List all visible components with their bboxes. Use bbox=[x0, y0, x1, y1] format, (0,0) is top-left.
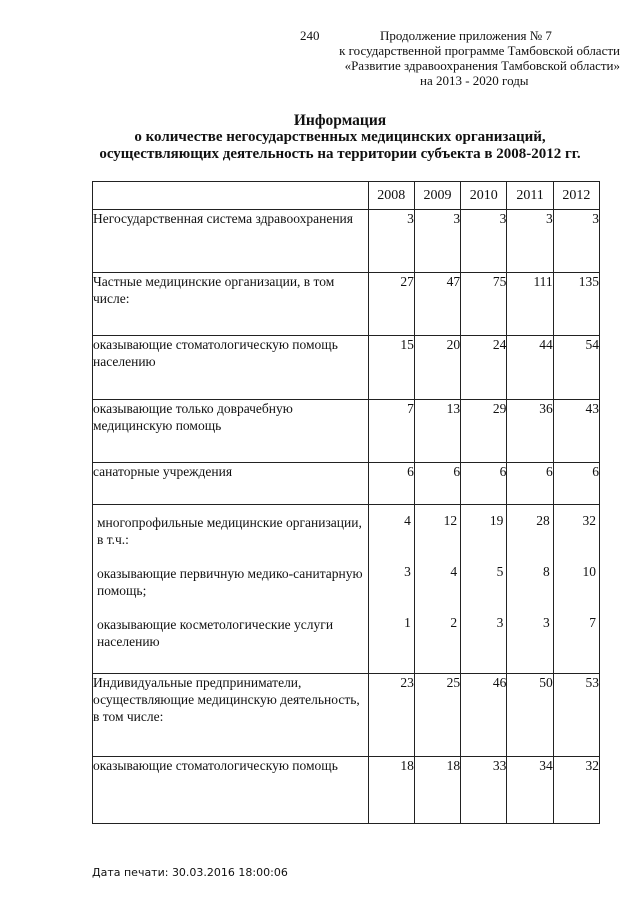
row-value: 20 bbox=[414, 336, 460, 400]
year-header: 2011 bbox=[507, 182, 553, 210]
row-value: 3 bbox=[553, 210, 599, 273]
row-value: 34 bbox=[507, 757, 553, 824]
table-row bbox=[93, 336, 600, 400]
year-header: 2010 bbox=[461, 182, 507, 210]
row-value: 18 bbox=[368, 757, 414, 824]
row-label: оказывающие первичную медико-санитарную помощь; bbox=[97, 566, 363, 598]
row-value: 18 bbox=[414, 757, 460, 824]
row-value: 19 bbox=[489, 513, 504, 528]
row-label: оказывающие стоматологическую помощь bbox=[93, 757, 369, 824]
annex-line-3: «Развитие здравоохранения Тамбовской области» bbox=[344, 58, 620, 73]
row-value: 53 bbox=[553, 674, 599, 757]
organizations-table bbox=[92, 181, 600, 824]
row-value: 46 bbox=[461, 674, 507, 757]
row-value: 32 bbox=[582, 513, 596, 528]
annex-line-2: к государственной программе Тамбовской области bbox=[339, 43, 620, 58]
row-label: оказывающие стоматологическую помощь населению bbox=[93, 336, 369, 400]
row-value: 33 bbox=[461, 757, 507, 824]
row-value: 6 bbox=[461, 463, 507, 505]
title-line-1: Информация bbox=[293, 112, 387, 129]
row-value: 8 bbox=[542, 564, 550, 579]
header-corner-cell bbox=[93, 182, 369, 210]
row-value: 6 bbox=[553, 463, 599, 505]
row-label: Негосударственная система здравоохранения bbox=[93, 210, 369, 273]
row-value: 6 bbox=[507, 463, 553, 505]
row-value: 50 bbox=[507, 674, 553, 757]
annex-line-1: Продолжение приложения № 7 bbox=[380, 28, 552, 43]
row-value: 75 bbox=[461, 273, 507, 336]
document-title bbox=[60, 112, 620, 163]
row-value: 7 bbox=[589, 615, 596, 630]
row-value: 3 bbox=[404, 564, 411, 579]
row-value: 3 bbox=[507, 210, 553, 273]
row-value: 23 bbox=[368, 674, 414, 757]
row-label: многопрофильные медицинские организации, в т.ч.: bbox=[97, 515, 362, 547]
row-value: 27 bbox=[368, 273, 414, 336]
table-header-row bbox=[93, 182, 600, 210]
row-label: оказывающие косметологические услуги населению bbox=[97, 617, 334, 649]
table-row bbox=[93, 273, 600, 336]
row-label: Частные медицинские организации, в том числе: bbox=[93, 273, 369, 336]
row-label: санаторные учреждения bbox=[93, 463, 369, 505]
row-value: 4 bbox=[450, 564, 458, 579]
row-value: 13 bbox=[414, 400, 460, 463]
page-number: 240 bbox=[300, 28, 320, 43]
row-value: 6 bbox=[414, 463, 460, 505]
row-value: 6 bbox=[368, 463, 414, 505]
row-value: 3 bbox=[496, 615, 504, 630]
year-header: 2012 bbox=[553, 182, 599, 210]
table-row bbox=[93, 400, 600, 463]
row-value: 3 bbox=[542, 615, 550, 630]
row-value: 29 bbox=[461, 400, 507, 463]
row-value: 12 bbox=[443, 513, 458, 528]
title-line-2: о количестве негосударственных медицинских организаций, bbox=[134, 129, 546, 145]
table-row bbox=[93, 757, 600, 824]
row-value: 28 bbox=[536, 513, 550, 528]
row-value: 47 bbox=[414, 273, 460, 336]
row-value: 25 bbox=[414, 674, 460, 757]
row-label: Индивидуальные предприниматели, осуществляющие медицинскую деятельность, в том числе: bbox=[93, 674, 369, 757]
year-header: 2008 bbox=[368, 182, 414, 210]
row-label: оказывающие только доврачебную медицинскую помощь bbox=[93, 400, 369, 463]
row-value: 135 bbox=[553, 273, 599, 336]
row-value: 3 bbox=[368, 210, 414, 273]
table-row bbox=[93, 674, 600, 757]
table-row bbox=[93, 210, 600, 273]
table-row bbox=[93, 463, 600, 505]
table-row-group bbox=[93, 505, 600, 674]
row-value: 5 bbox=[496, 564, 504, 579]
print-date: Дата печати: 30.03.2016 18:00:06 bbox=[92, 866, 288, 879]
row-value: 3 bbox=[414, 210, 460, 273]
row-value: 43 bbox=[553, 400, 599, 463]
row-value: 36 bbox=[507, 400, 553, 463]
row-value: 2 bbox=[450, 615, 458, 630]
row-value: 3 bbox=[461, 210, 507, 273]
row-value: 44 bbox=[507, 336, 553, 400]
row-value: 24 bbox=[461, 336, 507, 400]
annex-header bbox=[300, 28, 620, 88]
title-line-3: осуществляющих деятельность на территории субъекта в 2008-2012 гг. bbox=[99, 146, 581, 162]
annex-line-4: на 2013 - 2020 годы bbox=[420, 73, 529, 88]
row-value: 4 bbox=[404, 513, 411, 528]
row-value: 7 bbox=[368, 400, 414, 463]
row-value: 15 bbox=[368, 336, 414, 400]
row-value: 111 bbox=[507, 273, 553, 336]
row-value: 1 bbox=[404, 615, 411, 630]
row-value: 54 bbox=[553, 336, 599, 400]
year-header: 2009 bbox=[414, 182, 460, 210]
row-value: 10 bbox=[582, 564, 596, 579]
row-value: 32 bbox=[553, 757, 599, 824]
